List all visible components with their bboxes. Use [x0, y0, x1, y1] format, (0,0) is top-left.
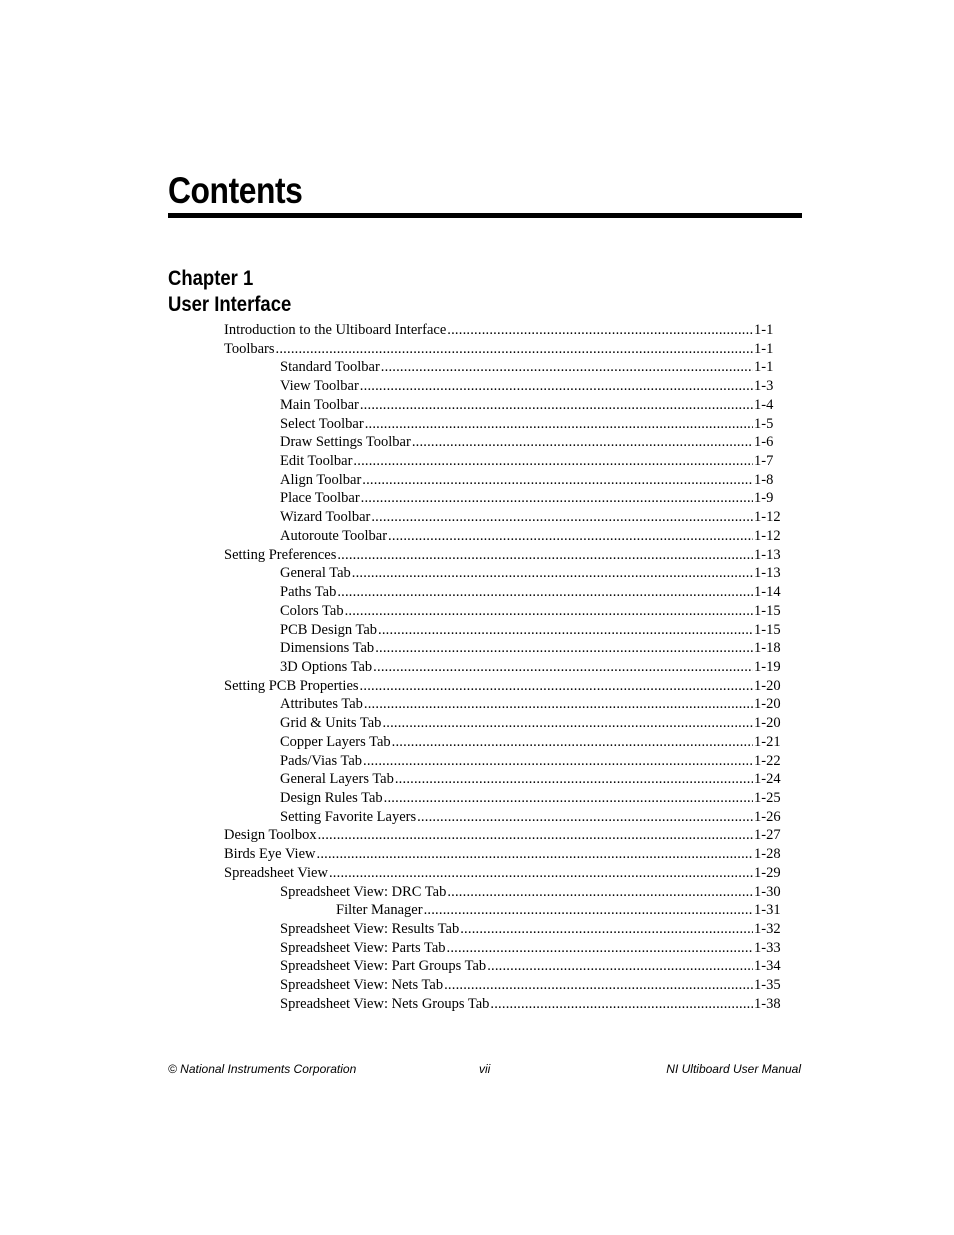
page-title: Contents — [168, 170, 303, 211]
toc-entry-label: Autoroute Toolbar — [280, 527, 388, 544]
toc-entry[interactable] — [280, 489, 954, 508]
toc-dot-leader — [337, 546, 753, 565]
toc-dot-leader — [375, 639, 753, 658]
toc-entry[interactable] — [280, 527, 954, 546]
toc-entry-page: 1-24 — [754, 771, 781, 788]
toc-entry[interactable] — [280, 939, 954, 958]
toc-entry-page: 1-28 — [754, 846, 781, 863]
toc-entry-label: Colors Tab — [280, 602, 344, 619]
toc-entry[interactable] — [280, 471, 954, 490]
toc-dot-leader — [447, 939, 753, 958]
toc-entry[interactable] — [280, 358, 954, 377]
toc-dot-leader — [447, 321, 753, 340]
toc-entry[interactable] — [280, 920, 954, 939]
toc-entry-label: Design Rules Tab — [280, 789, 383, 806]
toc-entry-label: Spreadsheet View — [224, 864, 328, 881]
toc-entry-label: Select Toolbar — [280, 415, 364, 432]
toc-entry-label: Spreadsheet View: Parts Tab — [280, 939, 446, 956]
toc-entry-page: 1-32 — [754, 921, 781, 937]
toc-dot-leader — [490, 995, 753, 1014]
toc-entry-label: Attributes Tab — [280, 696, 363, 713]
toc-entry-label: Birds Eye View — [224, 846, 316, 863]
toc-dot-leader — [353, 452, 753, 471]
toc-entry-label: Spreadsheet View: Results Tab — [280, 921, 460, 937]
toc-entry-label: Wizard Toolbar — [280, 509, 371, 526]
toc-entry-page: 1-18 — [754, 640, 781, 657]
toc-dot-leader — [317, 845, 754, 864]
toc-entry-label: Setting Favorite Layers — [280, 808, 417, 825]
toc-entry-page: 1-1 — [754, 322, 774, 338]
toc-entry[interactable] — [280, 415, 954, 434]
toc-dot-leader — [352, 564, 753, 583]
toc-entry[interactable] — [280, 621, 954, 640]
toc-entry[interactable] — [280, 396, 954, 415]
toc-entry[interactable] — [224, 546, 954, 565]
toc-entry[interactable] — [224, 321, 954, 340]
toc-entry[interactable] — [280, 508, 954, 527]
toc-entry-page: 1-20 — [754, 696, 781, 713]
toc-entry-label: Design Toolbox — [224, 827, 317, 844]
toc-entry[interactable] — [280, 602, 954, 621]
toc-entry-label: Introduction to the Ultiboard Interface — [224, 322, 447, 338]
toc-dot-leader — [382, 714, 753, 733]
toc-entry-label: Pads/Vias Tab — [280, 752, 363, 769]
toc-dot-leader — [365, 415, 753, 434]
toc-entry-label: Setting Preferences — [224, 546, 337, 563]
toc-entry[interactable] — [224, 826, 954, 845]
toc-entry[interactable] — [280, 433, 954, 452]
toc-dot-leader — [424, 901, 753, 920]
toc-dot-leader — [318, 826, 753, 845]
toc-entry-page: 1-29 — [754, 864, 781, 881]
toc-dot-leader — [364, 695, 753, 714]
toc-entry-label: Standard Toolbar — [280, 359, 380, 376]
toc-entry-label: General Layers Tab — [280, 771, 394, 788]
toc-entry[interactable] — [280, 883, 954, 902]
chapter-number: Chapter 1 — [168, 267, 254, 290]
footer-page-number: vii — [479, 1062, 491, 1076]
toc-entry[interactable] — [280, 583, 954, 602]
toc-entry-page: 1-1 — [754, 359, 774, 376]
toc-dot-leader — [362, 471, 753, 490]
toc-entry-page: 1-35 — [754, 977, 781, 994]
toc-entry-label: Spreadsheet View: Nets Tab — [280, 977, 444, 994]
toc-entry-label: Place Toolbar — [280, 490, 360, 507]
toc-entry-page: 1-12 — [754, 527, 781, 544]
toc-entry-label: Edit Toolbar — [280, 453, 353, 470]
toc-entry-page: 1-12 — [754, 509, 781, 526]
toc-entry[interactable] — [280, 452, 954, 471]
toc-dot-leader — [378, 621, 753, 640]
toc-entry[interactable] — [280, 714, 954, 733]
toc-dot-leader — [381, 358, 753, 377]
title-rule — [168, 213, 802, 218]
toc-entry-label: Copper Layers Tab — [280, 733, 391, 750]
toc-entry-page: 1-13 — [754, 546, 781, 563]
toc-entry-page: 1-34 — [754, 958, 781, 975]
toc-entry-label: Dimensions Tab — [280, 640, 375, 657]
toc-entry[interactable] — [280, 377, 954, 396]
toc-dot-leader — [384, 789, 753, 808]
toc-entry-label: General Tab — [280, 565, 351, 582]
toc-entry-page: 1-13 — [754, 565, 781, 582]
toc-entry-page: 1-1 — [754, 340, 774, 357]
chapter-heading — [168, 266, 291, 318]
toc-entry-page: 1-22 — [754, 752, 781, 769]
toc-entry-page: 1-20 — [754, 677, 781, 694]
toc-entry-page: 1-14 — [754, 584, 781, 601]
toc-entry-page: 1-5 — [754, 415, 774, 432]
toc-dot-leader — [460, 920, 753, 939]
toc-entry-label: Spreadsheet View: Nets Groups Tab — [280, 995, 490, 1012]
toc-entry-page: 1-38 — [754, 995, 781, 1012]
toc-entry[interactable] — [280, 995, 954, 1014]
toc-entry-page: 1-15 — [754, 621, 781, 638]
toc-entry-page: 1-21 — [754, 733, 781, 750]
footer-manual-title: NI Ultiboard User Manual — [666, 1062, 801, 1076]
toc-entry-page: 1-4 — [754, 396, 774, 413]
toc-entry[interactable] — [280, 658, 954, 677]
toc-entry-page: 1-9 — [754, 490, 774, 507]
toc-entry-label: Spreadsheet View: Part Groups Tab — [280, 958, 487, 975]
toc-entry-label: Spreadsheet View: DRC Tab — [280, 883, 447, 900]
toc-dot-leader — [388, 527, 753, 546]
toc-dot-leader — [447, 883, 753, 902]
toc-entry-label: PCB Design Tab — [280, 621, 378, 638]
toc-dot-leader — [412, 433, 753, 452]
toc-entry-page: 1-3 — [754, 378, 774, 395]
toc-entry-page: 1-19 — [754, 658, 781, 675]
toc-dot-leader — [360, 677, 753, 696]
toc-entry[interactable] — [224, 677, 954, 696]
toc-entry-label: Draw Settings Toolbar — [280, 434, 411, 451]
toc-entry-page: 1-30 — [754, 883, 781, 900]
toc-dot-leader — [360, 396, 753, 415]
toc-entry[interactable] — [280, 695, 954, 714]
toc-dot-leader — [363, 752, 753, 771]
toc-entry[interactable] — [280, 564, 954, 583]
toc-entry[interactable] — [224, 340, 954, 359]
toc-entry[interactable] — [224, 845, 954, 864]
toc-entry-page: 1-8 — [754, 471, 774, 488]
toc-dot-leader — [395, 770, 753, 789]
toc-entry-page: 1-26 — [754, 808, 781, 825]
toc-entry-page: 1-6 — [754, 434, 774, 451]
toc-entry-page: 1-27 — [754, 827, 781, 844]
toc-entry-label: Main Toolbar — [280, 396, 359, 413]
toc-dot-leader — [360, 377, 753, 396]
toc-entry[interactable] — [280, 733, 954, 752]
toc-dot-leader — [361, 489, 753, 508]
toc-dot-leader — [345, 602, 753, 621]
toc-entry-label: Align Toolbar — [280, 471, 362, 488]
toc-dot-leader — [444, 976, 753, 995]
toc-entry[interactable] — [280, 639, 954, 658]
toc-entry-label: Setting PCB Properties — [224, 677, 359, 694]
toc-entry-page: 1-31 — [754, 902, 781, 919]
toc-entry[interactable] — [224, 864, 954, 883]
toc-entry[interactable] — [280, 752, 954, 771]
chapter-name: User Interface — [168, 293, 292, 316]
toc-dot-leader — [371, 508, 753, 527]
toc-entry[interactable] — [280, 976, 954, 995]
toc-dot-leader — [276, 340, 753, 359]
toc-dot-leader — [487, 957, 753, 976]
toc-entry-label: Filter Manager — [336, 902, 423, 919]
toc-entry-page: 1-33 — [754, 939, 781, 956]
toc-dot-leader — [329, 864, 753, 883]
toc-entry[interactable] — [280, 957, 954, 976]
toc-entry-label: Toolbars — [224, 340, 275, 357]
toc-entry-page: 1-20 — [754, 715, 781, 732]
toc-dot-leader — [337, 583, 753, 602]
toc-entry-page: 1-7 — [754, 453, 774, 470]
toc-entry-page: 1-25 — [754, 789, 781, 806]
toc-dot-leader — [392, 733, 753, 752]
toc-entry[interactable] — [280, 770, 954, 789]
toc-entry[interactable] — [336, 901, 954, 920]
toc-dot-leader — [373, 658, 753, 677]
toc-entry-label: View Toolbar — [280, 378, 359, 395]
toc-entry[interactable] — [280, 789, 954, 808]
toc-dot-leader — [417, 808, 753, 827]
toc-list — [0, 321, 954, 1014]
toc-entry-label: Paths Tab — [280, 584, 337, 601]
toc-entry[interactable] — [280, 808, 954, 827]
footer-copyright: © National Instruments Corporation — [168, 1062, 357, 1076]
toc-entry-label: Grid & Units Tab — [280, 715, 382, 732]
toc-entry-label: 3D Options Tab — [280, 658, 373, 675]
toc-entry-page: 1-15 — [754, 602, 781, 619]
